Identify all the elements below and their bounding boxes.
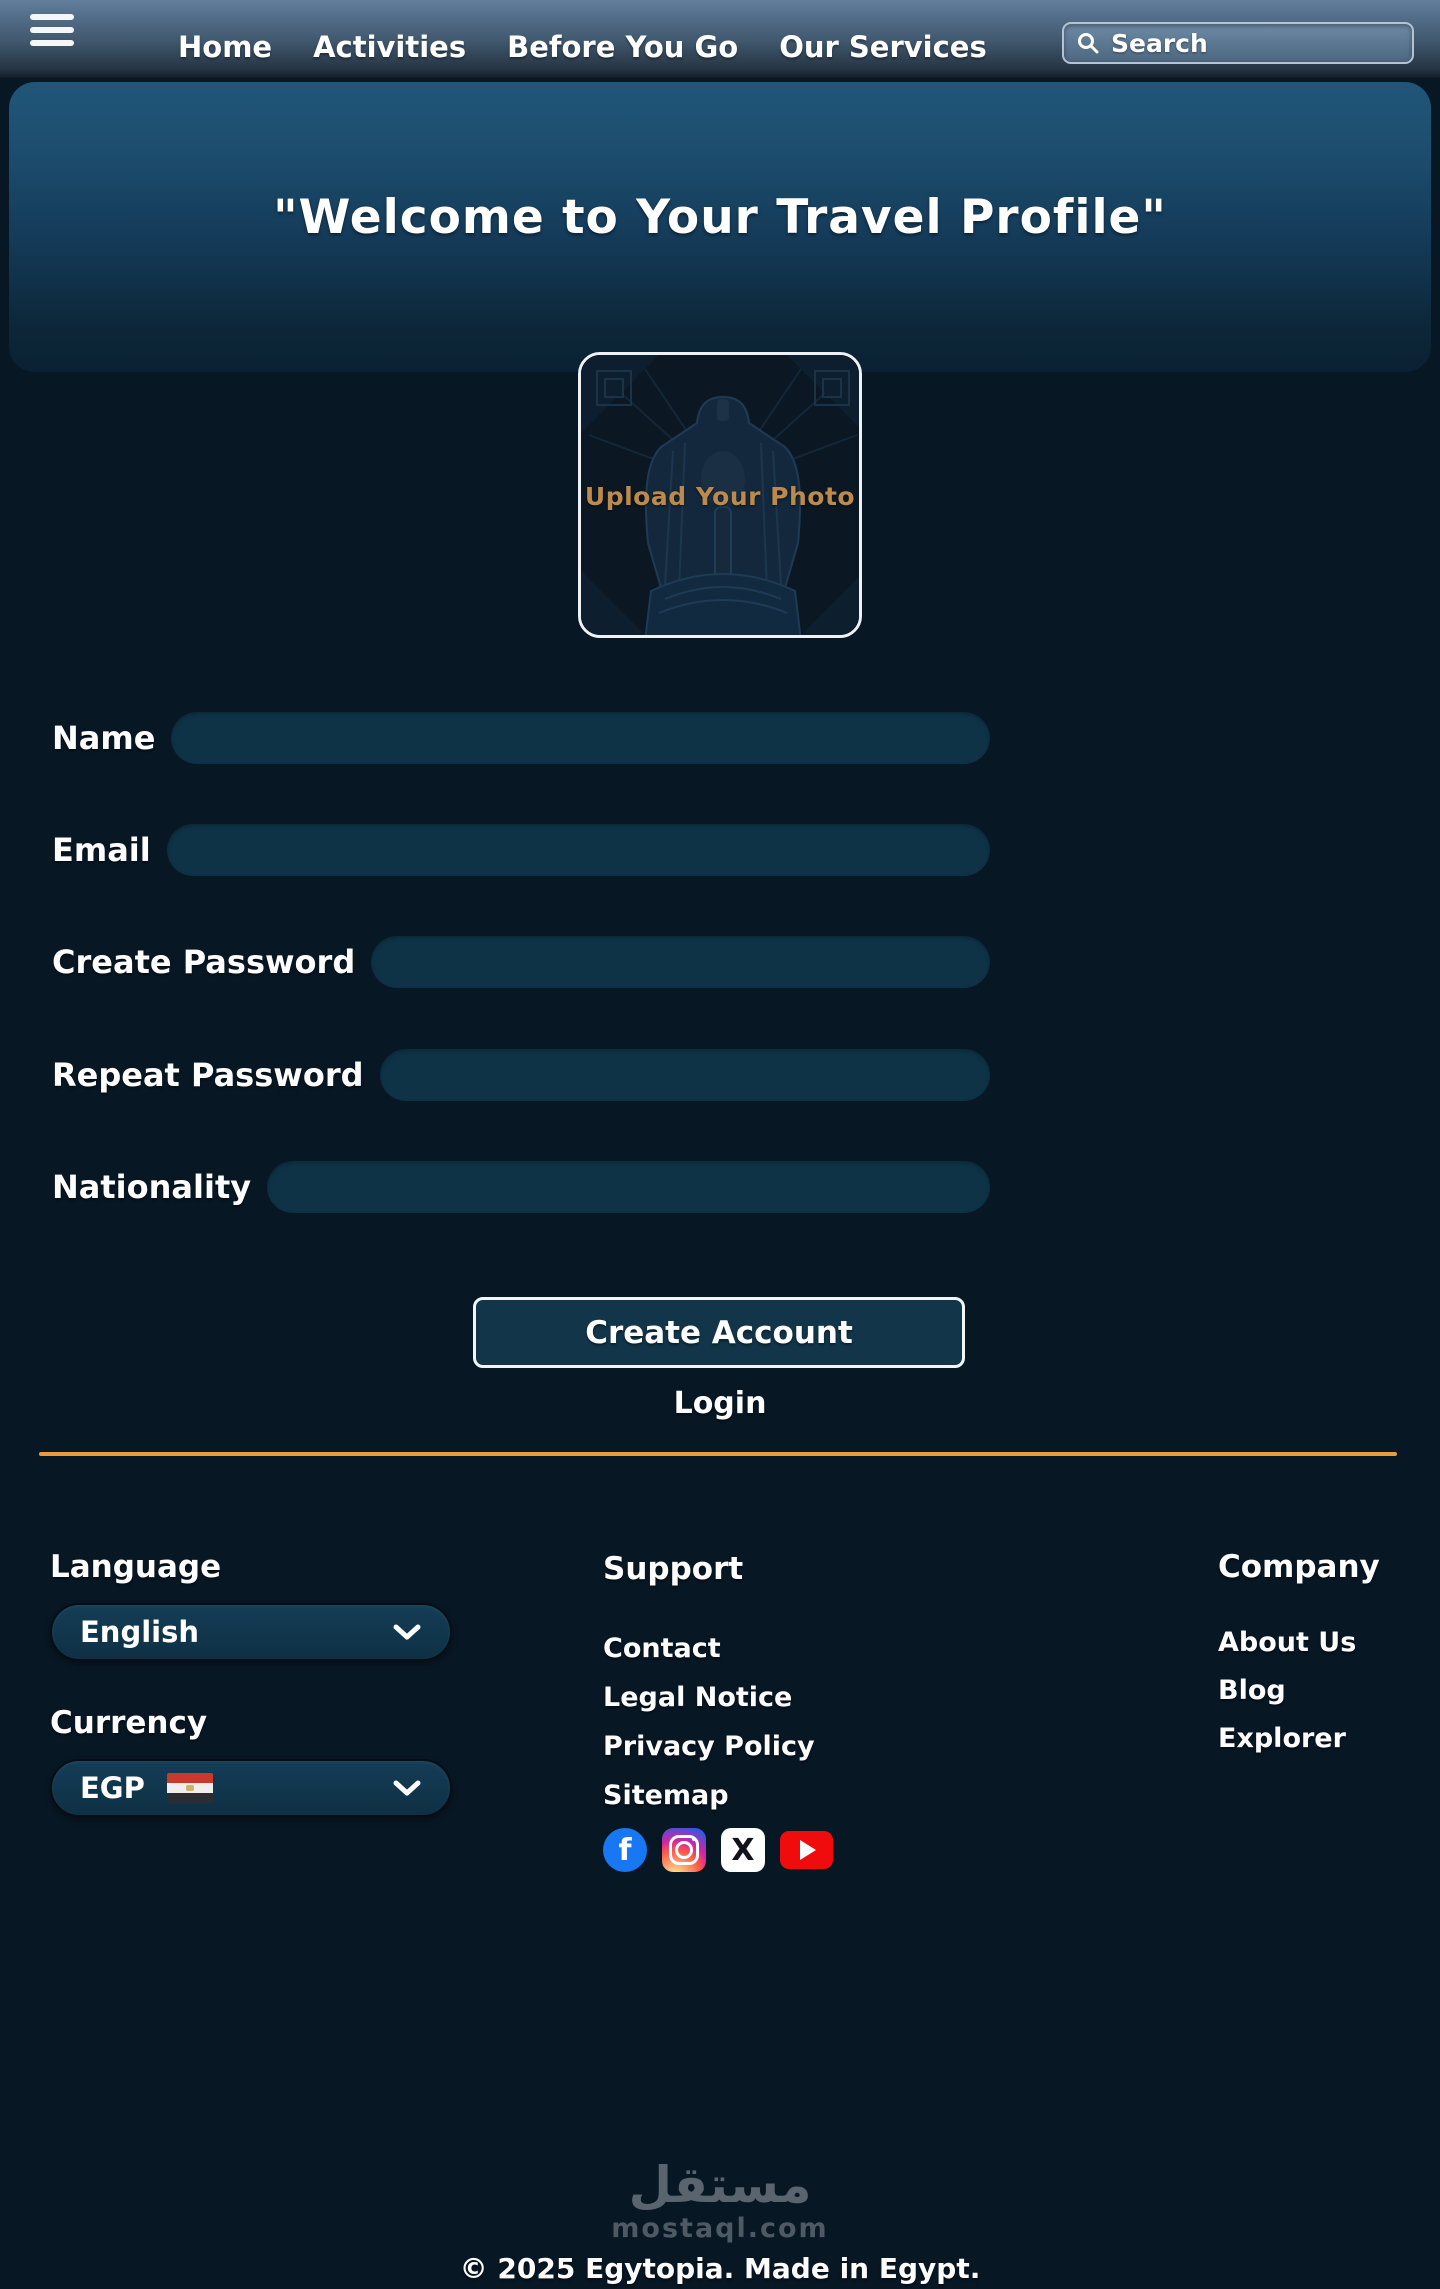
footer-divider <box>39 1452 1397 1456</box>
email-label: Email <box>52 831 151 869</box>
support-link-sitemap[interactable]: Sitemap <box>603 1780 729 1811</box>
form-row-email <box>52 824 990 876</box>
form-row-create-password <box>52 936 990 988</box>
bottom-block <box>0 2158 1440 2285</box>
support-link-contact[interactable]: Contact <box>603 1633 721 1664</box>
create-password-label: Create Password <box>52 943 356 981</box>
nav-item-activities[interactable]: Activities <box>313 30 467 64</box>
mostaql-arabic-logo: مستقل <box>628 2156 812 2214</box>
support-heading: Support <box>603 1551 744 1587</box>
upload-photo-box[interactable] <box>578 352 862 638</box>
nationality-input[interactable] <box>267 1161 990 1213</box>
upload-photo-label: Upload Your Photo <box>584 482 856 511</box>
company-heading: Company <box>1218 1549 1380 1585</box>
nav-item-our-services[interactable]: Our Services <box>779 30 987 64</box>
name-label: Name <box>52 719 156 757</box>
company-link-explorer[interactable]: Explorer <box>1218 1723 1346 1754</box>
repeat-password-label: Repeat Password <box>52 1056 364 1094</box>
search-box[interactable] <box>1062 22 1414 64</box>
top-navigation-bar <box>0 0 1440 78</box>
youtube-icon[interactable] <box>780 1831 833 1869</box>
name-input[interactable] <box>171 712 990 764</box>
page-title: "Welcome to Your Travel Profile" <box>273 190 1167 245</box>
login-link[interactable]: Login <box>673 1386 767 1421</box>
nationality-label: Nationality <box>52 1168 252 1206</box>
instagram-icon[interactable] <box>662 1828 706 1872</box>
support-link-legal-notice[interactable]: Legal Notice <box>603 1682 793 1713</box>
chevron-down-icon <box>392 1623 422 1641</box>
language-select[interactable] <box>50 1603 452 1661</box>
footer-language-column <box>50 1549 470 1817</box>
footer-support-column <box>603 1551 933 1872</box>
nav-links <box>178 30 987 64</box>
footer-company-column <box>1218 1549 1418 1770</box>
create-password-input[interactable] <box>371 936 990 988</box>
search-input[interactable] <box>1111 29 1400 58</box>
hamburger-menu-icon[interactable] <box>30 14 74 47</box>
form-row-name <box>52 712 990 764</box>
nav-item-before-you-go[interactable]: Before You Go <box>507 30 739 64</box>
x-icon[interactable]: X <box>721 1828 765 1872</box>
email-input[interactable] <box>167 824 990 876</box>
mostaql-domain-text: mostaql.com <box>611 2213 829 2244</box>
form-row-repeat-password <box>52 1049 990 1101</box>
language-selected-value: English <box>80 1615 200 1649</box>
copyright-text: © 2025 Egytopia. Made in Egypt. <box>459 2252 981 2285</box>
language-heading: Language <box>50 1549 222 1585</box>
chevron-down-icon <box>392 1779 422 1797</box>
company-link-about-us[interactable]: About Us <box>1218 1627 1357 1658</box>
create-account-button[interactable]: Create Account <box>473 1297 965 1368</box>
search-icon <box>1076 31 1100 55</box>
company-link-blog[interactable]: Blog <box>1218 1675 1286 1706</box>
currency-heading: Currency <box>50 1705 208 1741</box>
support-link-privacy-policy[interactable]: Privacy Policy <box>603 1731 815 1762</box>
nav-item-home[interactable]: Home <box>178 30 273 64</box>
repeat-password-input[interactable] <box>380 1049 991 1101</box>
currency-selected-value: EGP <box>80 1771 145 1805</box>
social-icons-row <box>603 1828 933 1872</box>
hero-banner <box>9 82 1431 372</box>
facebook-icon[interactable]: f <box>603 1828 647 1872</box>
currency-select[interactable] <box>50 1759 452 1817</box>
egypt-flag-icon <box>167 1773 213 1803</box>
form-row-nationality <box>52 1161 990 1213</box>
